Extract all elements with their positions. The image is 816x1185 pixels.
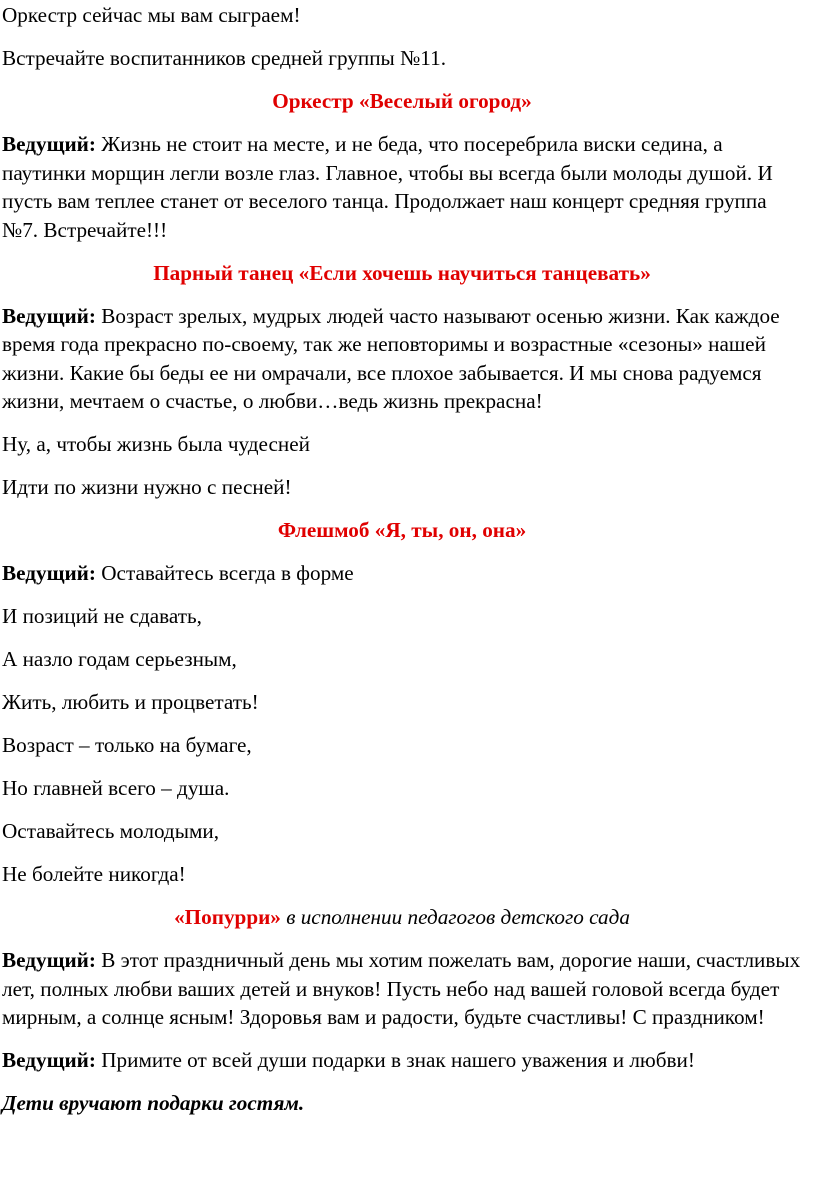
section-heading-orchestra: Оркестр «Веселый огород» xyxy=(272,89,532,113)
potpourri-title: «Попурри» xyxy=(174,905,281,929)
intro-line-2: Встречайте воспитанников средней группы №11. xyxy=(2,46,446,70)
verse-line: Идти по жизни нужно с песней! xyxy=(2,475,292,499)
potpourri-note: в исполнении педагогов детского сада xyxy=(280,905,630,929)
host-text: Оставайтесь всегда в форме xyxy=(95,561,354,585)
host-text: Жизнь не стоит на месте, и не беда, что посеребрила виски седина, а паутинки морщин легли возле глаз. Главное, чтобы вы всегда были молоды душой. И пусть вам теплее станет от веселого танца. Продолжает наш концерт средняя группа №7. Встречайте!!! xyxy=(2,132,773,242)
speaker-label: Ведущий: xyxy=(2,303,96,328)
host-text: Возраст зрелых, мудрых людей часто называют осенью жизни. Как каждое время года прекрасно по-своему, так же неповторимы и возрастные «сезоны» нашей жизни. Какие бы беды ее ни омрачали, все плохое забывается. И мы снова радуемся жизни, мечтаем о счастье, о любви…ведь жизнь прекрасна! xyxy=(2,303,780,413)
intro-line-1: Оркестр сейчас мы вам сыграем! xyxy=(2,3,301,27)
verse-line: Ну, а, чтобы жизнь была чудесней xyxy=(2,432,310,456)
verse-line: Жить, любить и процветать! xyxy=(2,690,259,714)
section-heading-flashmob: Флешмоб «Я, ты, он, она» xyxy=(277,518,527,542)
section-heading-pair-dance: Парный танец «Если хочешь научиться танцевать» xyxy=(153,260,651,285)
host-paragraph-2 xyxy=(2,302,802,416)
verse-line: Оставайтесь молодыми, xyxy=(2,819,219,843)
speaker-label: Ведущий: xyxy=(2,948,96,972)
verse-line: А назло годам серьезным, xyxy=(2,647,237,671)
host-paragraph-3 xyxy=(2,559,802,588)
host-text: Примите от всей души подарки в знак нашего уважения и любви! xyxy=(95,1048,695,1072)
host-paragraph-1 xyxy=(2,130,802,244)
host-text: В этот праздничный день мы хотим пожелать вам, дорогие наши, счастливых лет, полных любви ваших детей и внуков! Пусть небо над вашей головой всегда будет мирным, а солнце ясным! Здоровья вам и радости, будьте счастливы! С праздником! xyxy=(2,948,801,1029)
speaker-label: Ведущий: xyxy=(2,132,96,156)
host-paragraph-5 xyxy=(2,1046,802,1075)
speaker-label: Ведущий: xyxy=(2,1048,96,1072)
host-paragraph-4 xyxy=(2,946,802,1032)
verse-line: Не болейте никогда! xyxy=(2,862,186,886)
section-heading-potpourri xyxy=(2,903,802,932)
stage-direction: Дети вручают подарки гостям. xyxy=(2,1091,305,1115)
verse-line: И позиций не сдавать, xyxy=(2,604,202,628)
verse-line: Возраст – только на бумаге, xyxy=(2,733,252,757)
speaker-label: Ведущий: xyxy=(2,561,96,585)
verse-line: Но главней всего – душа. xyxy=(2,776,230,800)
